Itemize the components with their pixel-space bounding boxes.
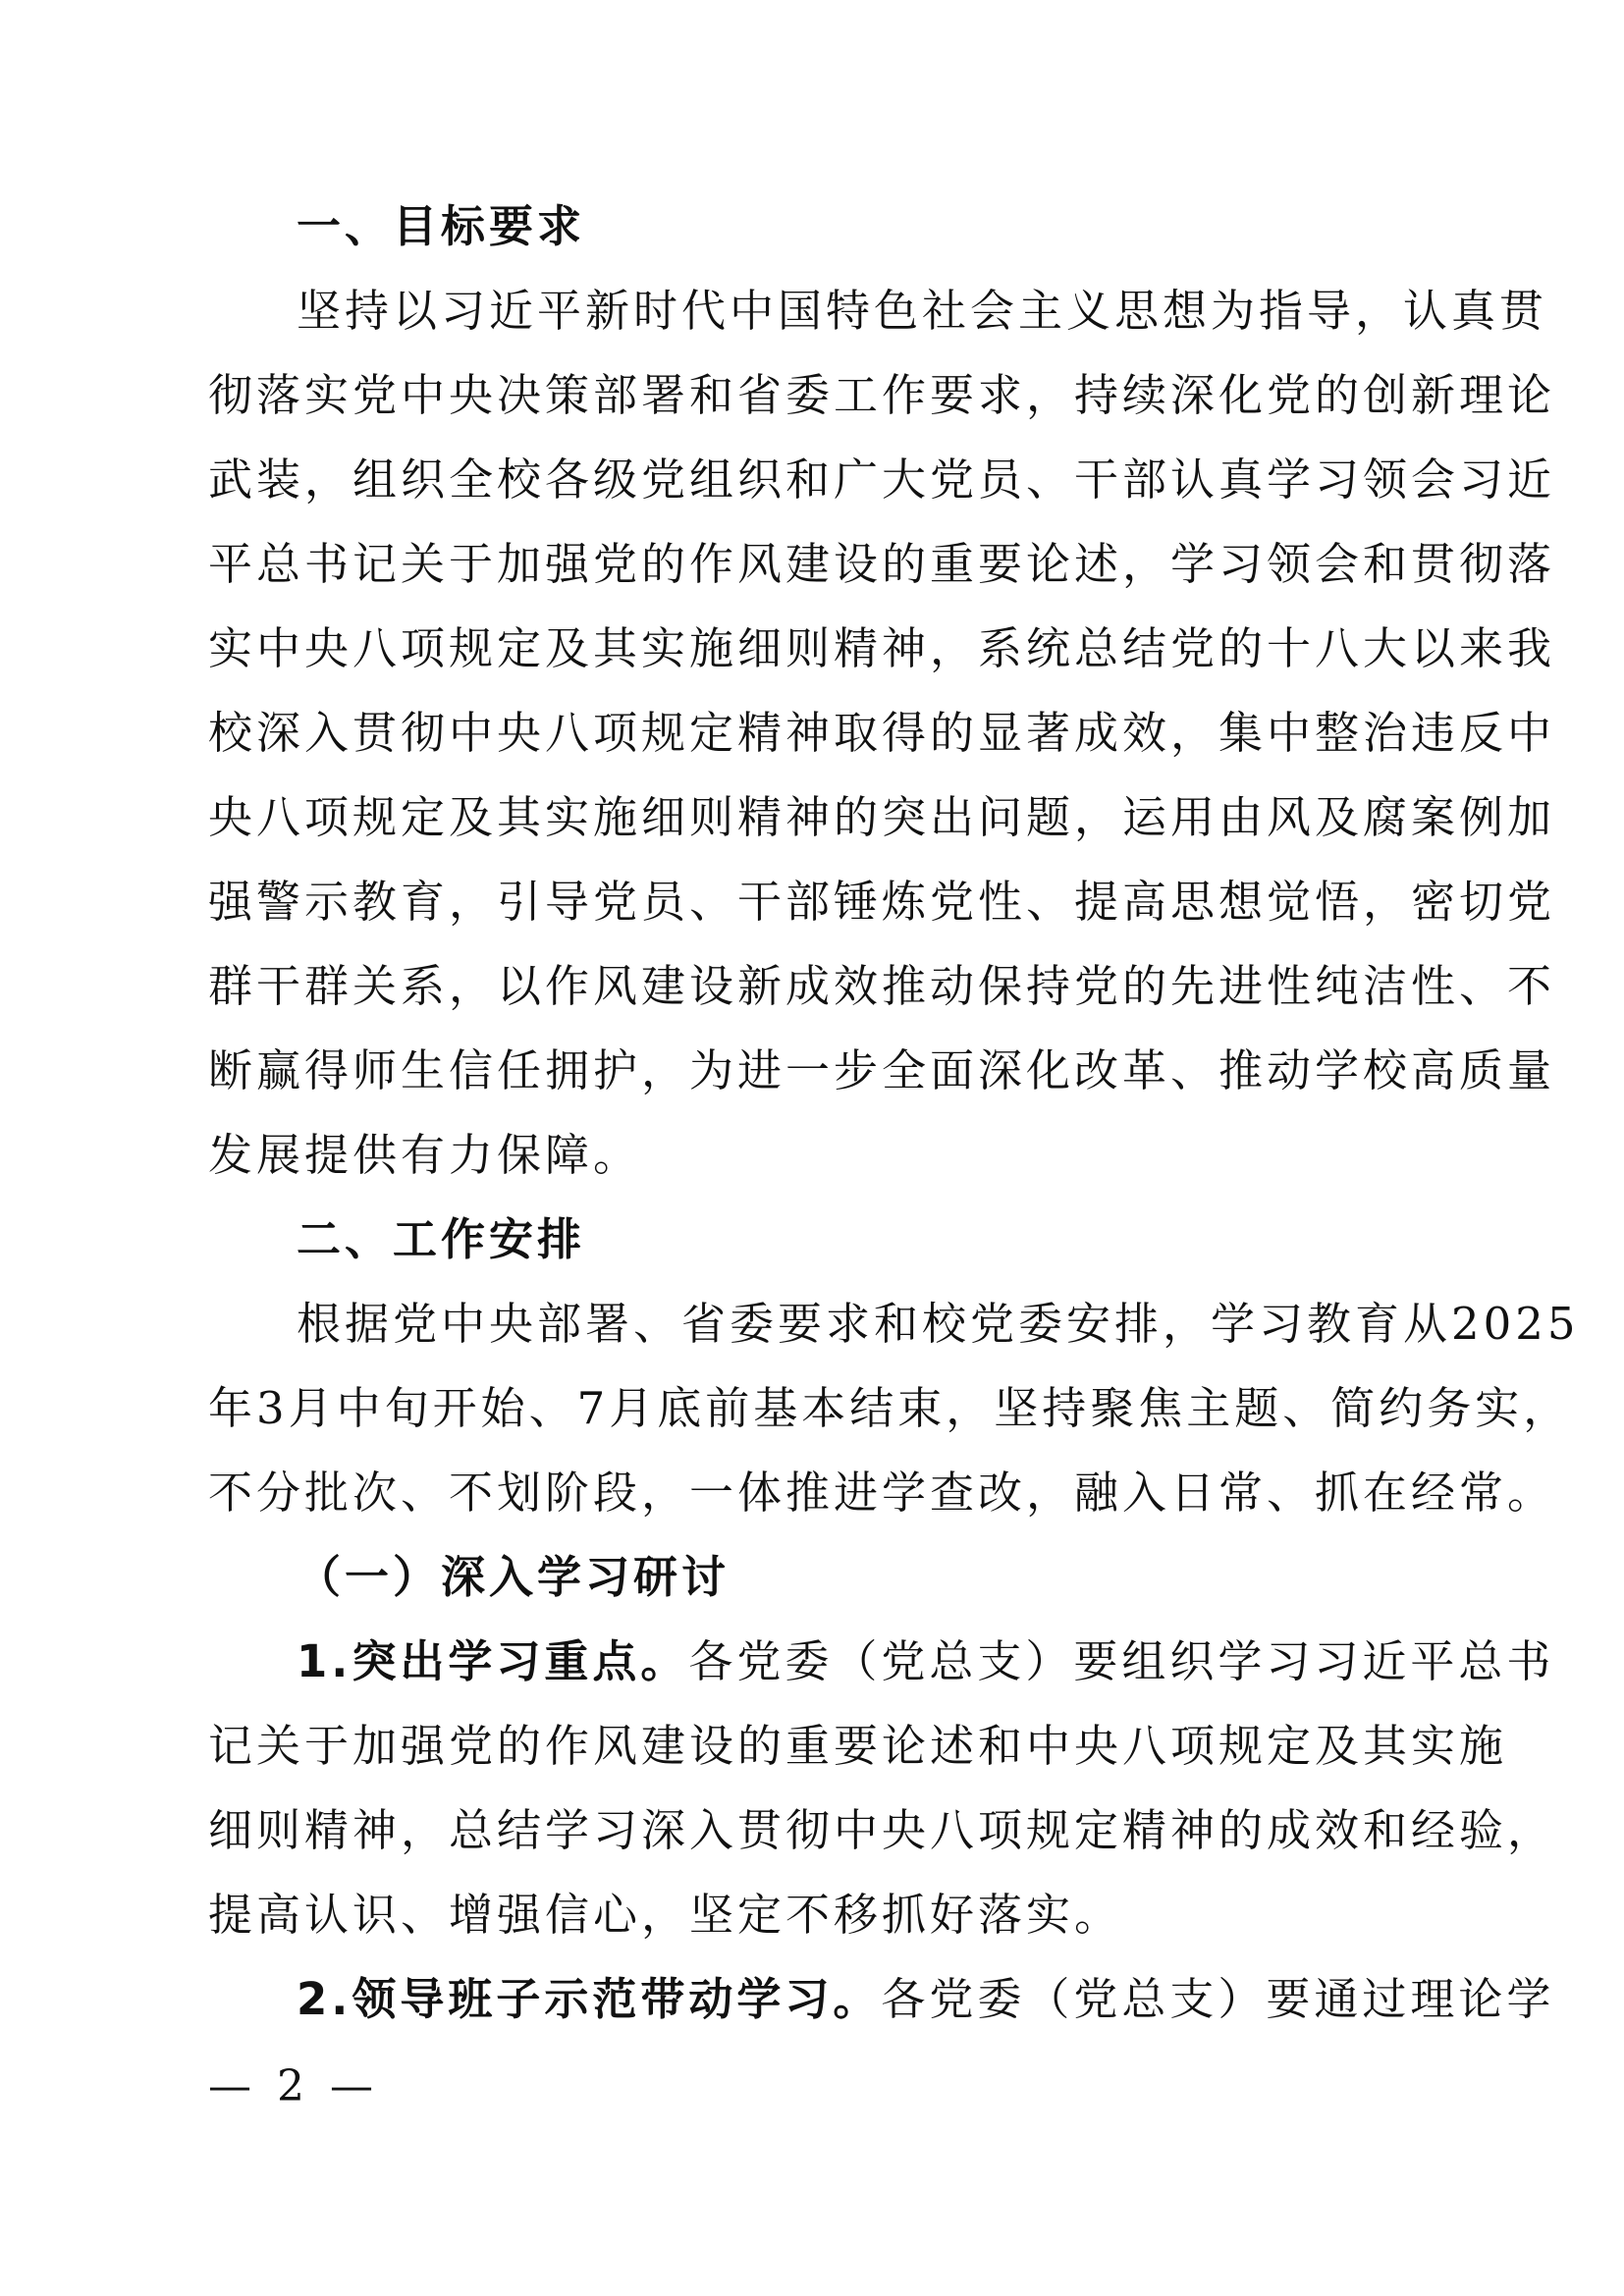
paragraph-line: 平总书记关于加强党的作风建设的重要论述，学习领会和贯彻落 [208,538,1556,590]
paragraph-line: 记关于加强党的作风建设的重要论述和中央八项规定及其实施 [208,1720,1508,1772]
section-heading-goals: 一、目标要求 [297,200,586,252]
paragraph-line: 发展提供有力保障。 [208,1129,642,1181]
item-lead: 2.领导班子示范带动学习。 [297,1973,882,2025]
subsection-heading-study: （一）深入学习研讨 [297,1551,731,1603]
paragraph-line: 细则精神，总结学习深入贯彻中央八项规定精神的成效和经验， [208,1804,1556,1856]
item-first-line [297,1957,1555,2042]
item-text: 各党委（党总支）要组织学习习近平总书 [688,1635,1555,1687]
paragraph-line: 断赢得师生信任拥护，为进一步全面深化改革、推动学校高质量 [208,1044,1556,1096]
paragraph-line: 坚持以习近平新时代中国特色社会主义思想为指导，认真贯 [297,285,1548,337]
paragraph-line: 彻落实党中央决策部署和省委工作要求，持续深化党的创新理论 [208,369,1556,421]
paragraph-line: 年3月中旬开始、7月底前基本结束，坚持聚焦主题、简约务实， [208,1382,1572,1434]
item-text: 各党委（党总支）要通过理论学 [881,1973,1555,2025]
item-first-line [297,1620,1555,1704]
section-heading-arrangements: 二、工作安排 [297,1213,586,1265]
paragraph-line: 实中央八项规定及其实施细则精神，系统总结党的十八大以来我 [208,622,1556,674]
paragraph-line: 群干群关系，以作风建设新成效推动保持党的先进性纯洁性、不 [208,960,1556,1012]
paragraph-line: 提高认识、增强信心，坚定不移抓好落实。 [208,1889,1123,1941]
paragraph-line: 央八项规定及其实施细则精神的突出问题，运用由风及腐案例加 [208,791,1556,843]
item-lead: 1.突出学习重点。 [297,1635,689,1687]
paragraph-line: 武装，组织全校各级党组织和广大党员、干部认真学习领会习近 [208,454,1556,506]
paragraph-line: 不分批次、不划阶段，一体推进学查改，融入日常、抓在经常。 [208,1467,1556,1519]
paragraph-line: 根据党中央部署、省委要求和校党委安排，学习教育从2025 [297,1298,1580,1350]
paragraph-line: 强警示教育，引导党员、干部锤炼党性、提高思想觉悟，密切党 [208,876,1556,928]
page-number: — 2 — [208,2061,379,2111]
paragraph-line: 校深入贯彻中央八项规定精神取得的显著成效，集中整治违反中 [208,707,1556,759]
